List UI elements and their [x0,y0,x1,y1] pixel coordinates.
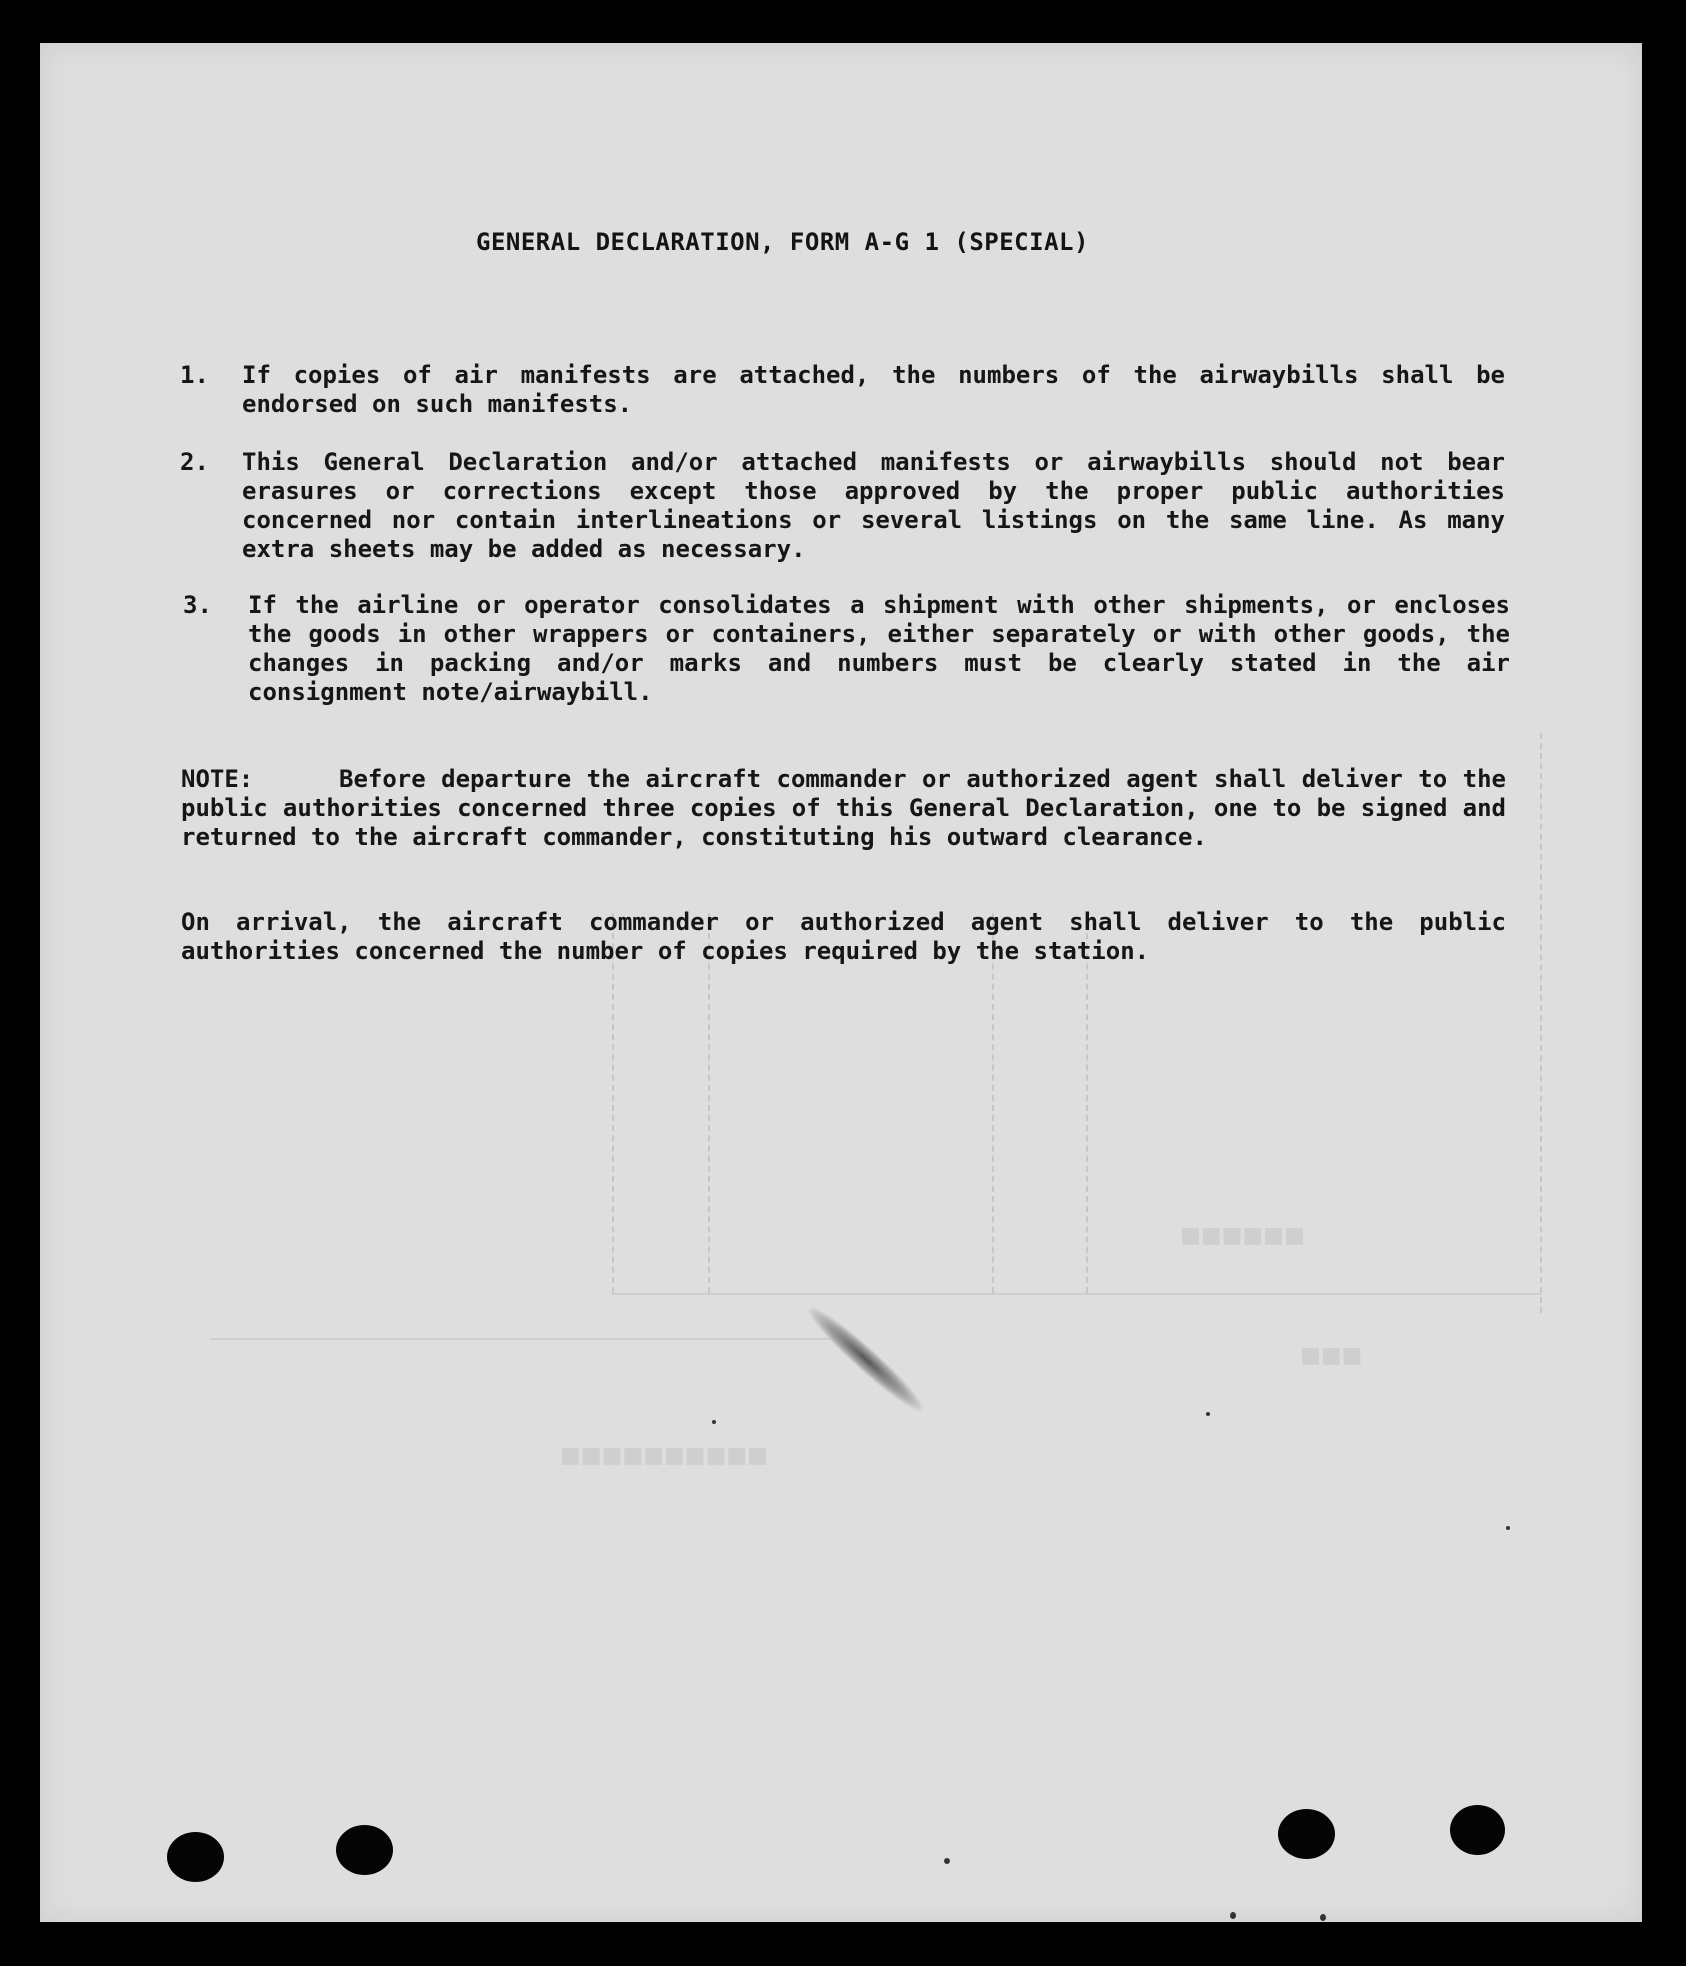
bleed-through-rule [1540,733,1542,1313]
speck [712,1420,716,1424]
note-label: NOTE: [181,765,254,793]
document-page [40,43,1642,1922]
punch-hole [1450,1805,1505,1855]
ink-smudge [803,1301,929,1418]
arrival-paragraph: On arrival, the aircraft commander or authorized agent shall deliver to the public authorities concerned the number of copies required by the station. [181,908,1506,965]
bleed-through-rule [992,913,994,1293]
speck [1320,1914,1326,1921]
item-number: 1. [180,361,209,389]
item-text: This General Declaration and/or attached manifests or airwaybills should not bear erasures or corrections except those approved by the proper public authorities concerned nor contain interlineations or several listings on the same line. As many extra sheets may be added as necessary. [242,448,1505,563]
speck [1206,1412,1210,1416]
bleed-through-rule [612,913,614,1293]
bleed-through-mark: ■■■■■■■■■■ [560,1443,768,1468]
item-text: If the airline or operator consolidates a shipment with other shipments, or encloses the goods in other wrappers or containers, either separately or with other goods, the changes in packing and/or marks and numbers must be clearly stated in the air consignment note/airwaybill. [248,591,1510,706]
speck [1230,1912,1236,1919]
item-number: 2. [180,448,209,476]
bleed-through-mark: ■■■■■■ [1180,1223,1305,1248]
note-paragraph [181,765,1506,852]
punch-hole [167,1832,224,1882]
bleed-through-rule [210,1338,830,1340]
bleed-through-mark: ■■■ [1300,1343,1363,1368]
bleed-through-rule [708,913,710,1293]
item-text: If copies of air manifests are attached, the numbers of the airwaybills shall be endorsed on such manifests. [242,361,1505,418]
instruction-item [180,361,1505,421]
item-number: 3. [183,591,212,619]
bleed-through-rule [612,1293,1542,1295]
note-text: Before departure the aircraft commander or authorized agent shall deliver to the public authorities concerned three copies of this General Declaration, one to be signed and returned to the aircraft commander, constituting his outward clearance. [181,765,1506,851]
punch-hole [336,1825,393,1875]
speck [1506,1526,1510,1530]
document-title: GENERAL DECLARATION, FORM A-G 1 (SPECIAL) [476,228,1089,256]
instruction-item [180,448,1505,568]
instruction-item [183,591,1510,711]
speck [944,1858,950,1864]
bleed-through-rule [1086,913,1088,1293]
punch-hole [1278,1809,1335,1859]
